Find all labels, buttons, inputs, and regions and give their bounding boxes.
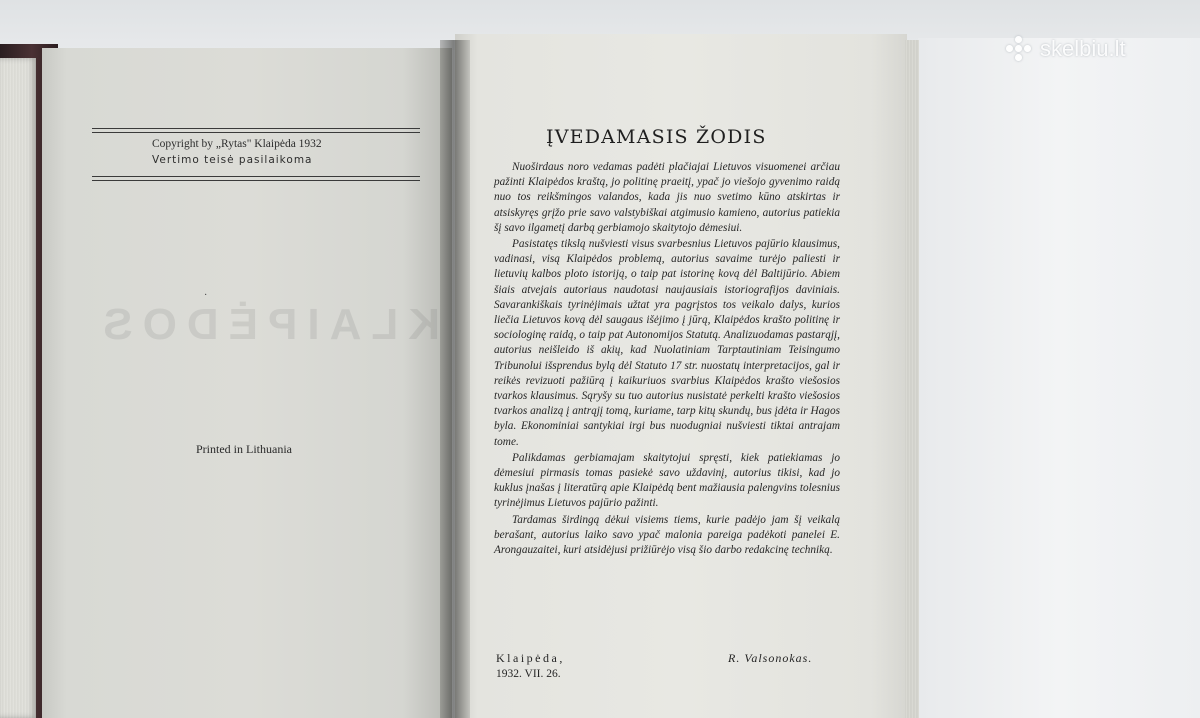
ink-mark: ·: [204, 290, 208, 301]
book-gutter: [440, 40, 470, 718]
dots-logo-icon: [1006, 36, 1034, 62]
show-through-text: KLAIPĖDOS: [93, 300, 440, 349]
top-rule: [92, 128, 420, 129]
watermark-logo: [1006, 36, 1126, 62]
page-heading: ĮVEDAMASIS ŽODIS: [546, 126, 767, 148]
translation-rights-line: Vertimo teisė pasilaikoma: [152, 154, 313, 166]
signature-date: 1932. VII. 26.: [496, 668, 561, 680]
paragraph: Nuoširdaus noro vedamas padėti plačiajai Lietuvos visuomenei arčiau pažinti Klaipėdos kraštą, jo politinę praeitį, ypač jo viešojo gyvenimo raidą nuo tos reikšmingos valandos, kada jis nuo svetimo kūno atskirtas ir atsiskyręs grįžo prie savo valstybiškai atgimusio kamieno, autorius patiekia šį savo ilgametį darbą gerbiamojo skaitytojo dėmesiui.: [494, 161, 840, 234]
signature-author: R. Valsonokas.: [728, 651, 813, 665]
background-surface: [918, 38, 1200, 718]
printed-in-label: Printed in Lithuania: [196, 442, 292, 456]
signature-place: Klaipėda,: [496, 651, 565, 665]
watermark-text: skelbiu.lt: [1040, 36, 1126, 61]
bottom-rule-second: [92, 180, 420, 181]
paragraph: Tardamas širdingą dėkui visiems tiems, kurie padėjo jam šį veikalą berašant, autorius laiko savo ypač malonia pareiga padėkoti panelei E. Arongauzaitei, kuri atsidėjusi prižiūrėjo visą šio darbo redakcinę techniką.: [494, 513, 840, 557]
page-stack-left: [0, 58, 36, 718]
page-stack-right: [905, 40, 919, 718]
paragraph: Palikdamas gerbiamajam skaitytojui spręsti, kiek patiekiamas jo dėmesiui pirmasis tomas pasiekė savo uždavinį, autorius tikisi, kad jo kuklus įnašas į literatūrą apie Klaipėdą bent mažiausia palengvins tolesnius tyrinėjimus Lietuvos pajūrio pažinti.: [494, 451, 840, 510]
top-rule-second: [92, 132, 420, 133]
bottom-rule: [92, 176, 420, 177]
copyright-block: [152, 136, 412, 168]
paragraph: Pasistatęs tikslą nušviesti visus svarbesnius Lietuvos pajūrio klausimus, vadinasi, visą Klaipėdos problemą, autorius savaime turėjo paliesti ir lietuvių kalbos ploto istoriją, o taip pat istorinę kovą dėl Baltijūrio. Abiem šiais atvejais autoriaus naudotasi naujausiais istoriografijos daviniais. Savarankiškais tyrinėjimais užtat yra pagrįstos tos veikalo dalys, kurios liečia Lietuvos kovą dėl saugaus išėjimo į jūrą, Klaipėdos krašto politinę ir sociologinę raidą, o taip pat Autonomijos Statutą. Analizuodamas pastarąjį, autorius neišleido iš akių, kad Nuolatiniam Tarptautiniam Teisingumo Tribunolui išsprendus bylą dėl Statuto 17 str. nuostatų interpretacijos, gal ir reikės revizuoti pažiūrą į kaikuriuos svarbius Klaipėdos krašto viešosios tvarkos klausimus. Sąryšy su tuo autorius nusistatė perkelti krašto viešosios tvarkos analizą į antrąjį tomą, kuriame, tarp kitų skundų, bus įdėta ir Hagos byla. Ekonominiai santykiai irgi bus nuodugniai nušviesti tiktai antrajam tome.: [494, 238, 840, 448]
preface-text: [494, 160, 840, 559]
copyright-line: Copyright by „Rytas" Klaipėda 1932: [152, 138, 322, 150]
